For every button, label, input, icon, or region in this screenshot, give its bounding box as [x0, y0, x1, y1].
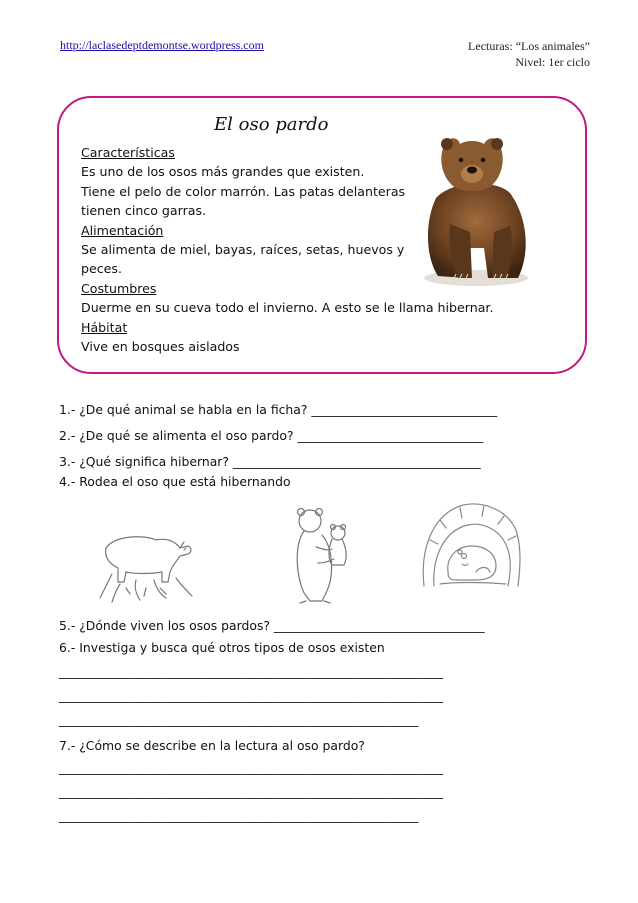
question-2: 2.- ¿De qué se alimenta el oso pardo? ______________________________	[59, 428, 484, 443]
walking-bear-illustration[interactable]	[96, 518, 200, 604]
answer-line[interactable]: ______________________________________________________________	[59, 664, 444, 679]
text-line: peces.	[81, 261, 122, 277]
question-5: 5.- ¿Dónde viven los osos pardos? __________________________________	[59, 618, 485, 633]
question-7: 7.- ¿Cómo se describe en la lectura al oso pardo?	[59, 738, 365, 753]
answer-line[interactable]: ______________________________________________________________	[59, 688, 444, 703]
level-label: Nivel: 1er ciclo	[515, 55, 590, 69]
question-3: 3.- ¿Qué significa hibernar? ________________________________________	[59, 454, 481, 469]
answer-line[interactable]: ______________________________________________________________	[59, 760, 444, 775]
text-line: Vive en bosques aislados	[81, 339, 240, 355]
mother-and-cub-illustration[interactable]	[288, 505, 358, 605]
hibernating-bear-illustration[interactable]	[420, 500, 522, 588]
question-4: 4.- Rodea el oso que está hibernando	[59, 474, 291, 489]
website-link[interactable]: http://laclasedeptdemontse.wordpress.com	[60, 38, 264, 52]
header-info	[370, 38, 590, 70]
text-line: tienen cinco garras.	[81, 203, 207, 219]
answer-line[interactable]: ______________________________________________________________	[59, 784, 444, 799]
answer-line[interactable]: __________________________________________________________	[59, 712, 419, 727]
card-title: El oso pardo	[214, 114, 329, 135]
text-line: Duerme en su cueva todo el invierno. A esto se le llama hibernar.	[81, 300, 494, 316]
text-line: Se alimenta de miel, bayas, raíces, setas, huevos y	[81, 242, 405, 258]
answer-line[interactable]: __________________________________________________________	[59, 808, 419, 823]
series-title: Lecturas: “Los animales”	[468, 39, 590, 53]
section-heading-caracteristicas: Características	[81, 145, 175, 160]
section-heading-alimentacion: Alimentación	[81, 222, 164, 238]
question-1: 1.- ¿De qué animal se habla en la ficha? ______________________________	[59, 402, 498, 417]
brown-bear-photo	[414, 128, 532, 288]
text-line: Es uno de los osos más grandes que existen.	[81, 164, 365, 180]
text-line: Tiene el pelo de color marrón. Las patas delanteras	[81, 183, 406, 199]
question-6: 6.- Investiga y busca qué otros tipos de osos existen	[59, 640, 385, 655]
section-heading-costumbres: Costumbres	[81, 280, 157, 296]
section-heading-habitat: Hábitat	[81, 319, 128, 335]
